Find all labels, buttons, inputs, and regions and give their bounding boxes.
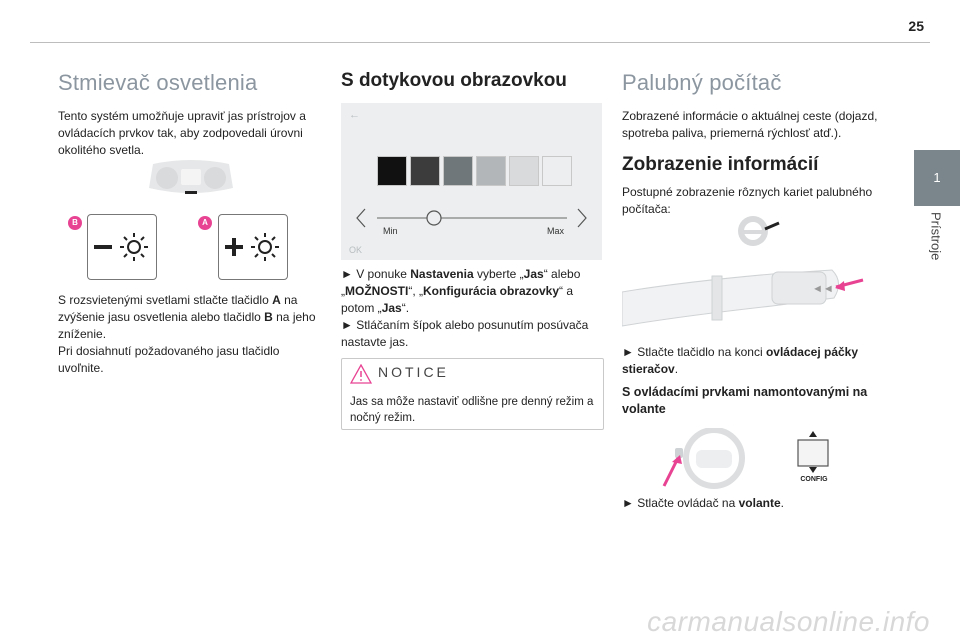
chapter-label: Prístroje xyxy=(928,212,944,261)
dimmer-instructions xyxy=(58,292,320,383)
touchscreen-title: S dotykovou obrazovkou xyxy=(341,70,567,91)
trip-computer-title: Palubný počítač xyxy=(622,70,782,95)
wiper-stalk-illustration xyxy=(622,262,867,334)
notice-box xyxy=(341,358,604,430)
ok-button[interactable]: OK xyxy=(349,245,363,255)
steering-wheel-icon xyxy=(733,213,781,249)
dimmer-decrease-button[interactable] xyxy=(87,214,157,280)
page-number: 25 xyxy=(908,18,924,34)
brightness-swatch[interactable] xyxy=(476,156,506,186)
column-trip-computer xyxy=(622,70,886,224)
brightness-swatch[interactable] xyxy=(410,156,440,186)
up-arrow-icon xyxy=(809,431,817,437)
chapter-tab[interactable]: 1 xyxy=(914,150,960,206)
notice-title: NOTICE xyxy=(378,364,449,380)
slider-min-label: Min xyxy=(383,226,398,236)
touchscreen-step-1: ► V ponuke Nastavenia vyberte „Jas“ alebo „MOŽNOSTI“, „Konfigurácia obrazovky“ a potom „Jas“. ► Stláčaním šípok alebo posunutím posúvača nastavte jas. xyxy=(341,267,589,350)
slider-knob xyxy=(427,211,441,225)
wheel-step-text: ► Stlačte ovládač na volante. xyxy=(622,496,784,510)
steering-wheel-controls-illustration xyxy=(660,428,760,490)
instrument-panel-illustration xyxy=(145,158,237,200)
back-arrow-icon[interactable]: ← xyxy=(349,109,360,121)
label-b-badge: B xyxy=(68,216,82,230)
dimmer-intro: Tento systém umožňuje upraviť jas prístrojov a ovládacích prvkov tak, aby zodpovedali úrovni okolitého svetla. xyxy=(58,109,306,158)
trip-computer-intro: Zobrazené informácie o aktuálnej ceste (dojazd, spotreba paliva, priemerná rýchlosť atď.). xyxy=(622,109,878,141)
wheel-controls-heading: S ovládacími prvkami namontovanými na volante xyxy=(622,385,868,416)
warning-triangle-icon xyxy=(350,364,372,384)
slider-left-arrow-icon xyxy=(357,209,365,227)
column-touchscreen xyxy=(341,70,603,104)
dimmer-title: Stmievač osvetlenia xyxy=(58,70,258,95)
brightness-swatch[interactable] xyxy=(377,156,407,186)
brightness-swatch[interactable] xyxy=(509,156,539,186)
plus-brightness-icon xyxy=(219,215,287,279)
footer-watermark: carmanualsonline.info xyxy=(647,606,930,637)
config-button[interactable] xyxy=(795,430,831,474)
dimmer-increase-button[interactable] xyxy=(218,214,288,280)
column-dimmer xyxy=(58,70,320,165)
slider-max-label: Max xyxy=(547,226,565,236)
svg-text:◄◄: ◄◄ xyxy=(812,283,834,295)
dimmer-step-text: S rozsvietenými svetlami stlačte tlačidlo A na zvýšenie jasu osvetlenia alebo tlačidlo B na jeho zníženie. Pri dosiahnutí požadovaného jasu tlačidlo uvoľnite. xyxy=(58,293,316,376)
brightness-swatch[interactable] xyxy=(443,156,473,186)
config-label: CONFIG xyxy=(800,476,828,483)
header-rule xyxy=(30,42,930,43)
down-arrow-icon xyxy=(809,467,817,473)
display-info-title: Zobrazenie informácií xyxy=(622,154,819,176)
wheel-instructions xyxy=(622,495,886,518)
brightness-swatch[interactable] xyxy=(542,156,572,186)
minus-brightness-icon xyxy=(88,215,156,279)
touchscreen-instructions xyxy=(341,266,603,357)
wiper-step-text: ► Stlačte tlačidlo na konci ovládacej páčky stieračov. xyxy=(622,345,859,377)
trip-computer-instructions xyxy=(622,344,886,426)
label-a-badge: A xyxy=(198,216,212,230)
notice-text: Jas sa môže nastaviť odlišne pre denný režim a nočný režim. xyxy=(350,396,594,425)
display-info-text: Postupné zobrazenie rôznych kariet palubného počítača: xyxy=(622,185,873,217)
brightness-screen xyxy=(341,103,602,260)
slider-right-arrow-icon xyxy=(578,209,586,227)
